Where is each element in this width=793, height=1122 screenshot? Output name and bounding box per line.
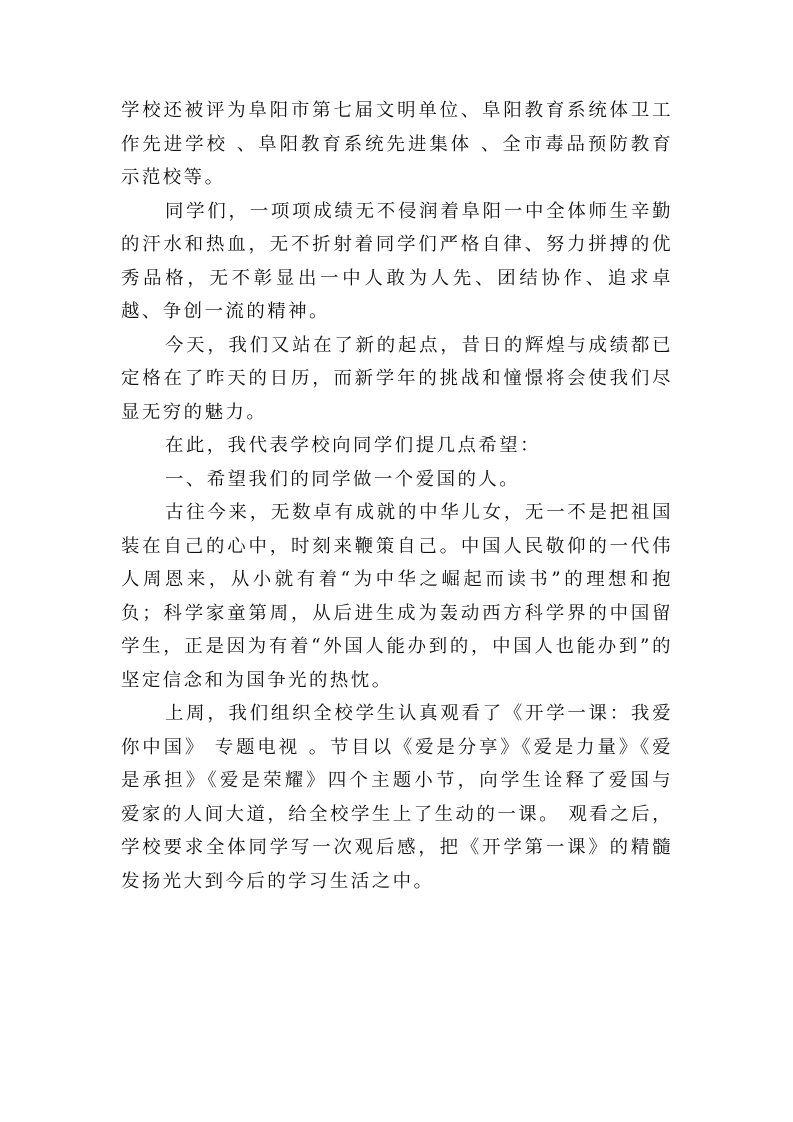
paragraph-patriotism-examples: 古往今来，无数卓有成就的中华儿女，无一不是把祖国装在自己的心中，时刻来鞭策自己。中国人民敬仰的一代伟人周恩来，从小就有着“为中华之崛起而读书”的理想和抱负；科学家童第周，从后进生成为轰动西方科学界的中国留学生，正是因为有着“外国人能办到的，中国人也能办到”的坚定信念和为国争光的热忱。 xyxy=(121,502,673,691)
paragraph-first-lesson: 上周，我们组织全校学生认真观看了《开学一课：我爱你中国》 专题电视 。节目以《爱是分享》《爱是力量》《爱是承担》《爱是荣耀》四个主题小节，向学生诠释了爱国与爱家的人间大道，给全校学生上了生动的一课。 观看之后，学校要求全体同学写一次观后感，把《开学第一课》的精髓发扬光大到今后的学习生活之中。 xyxy=(121,703,673,892)
paragraph-achievements: 同学们，一项项成绩无不侵润着阜阳一中全体师生辛勤的汗水和热血，无不折射着同学们严格自律、努力拼搏的优秀品格，无不彰显出一中人敢为人先、团结协作、追求卓越、争创一流的精神。 xyxy=(121,200,673,322)
paragraph-hopes-intro: 在此，我代表学校向同学们提几点希望： xyxy=(165,435,542,456)
paragraph-hope-one-heading: 一、希望我们的同学做一个爱国的人。 xyxy=(165,468,521,490)
document-body xyxy=(121,94,673,898)
paragraph-new-start: 今天，我们又站在了新的起点，昔日的辉煌与成绩都已定格在了昨天的日历，而新学年的挑战和憧憬将会使我们尽显无穷的魅力。 xyxy=(121,334,673,423)
paragraph-continuation: 学校还被评为阜阳市第七届文明单位、阜阳教育系统体卫工作先进学校 、阜阳教育系统先进集体 、全市毒品预防教育示范校等。 xyxy=(121,100,673,188)
